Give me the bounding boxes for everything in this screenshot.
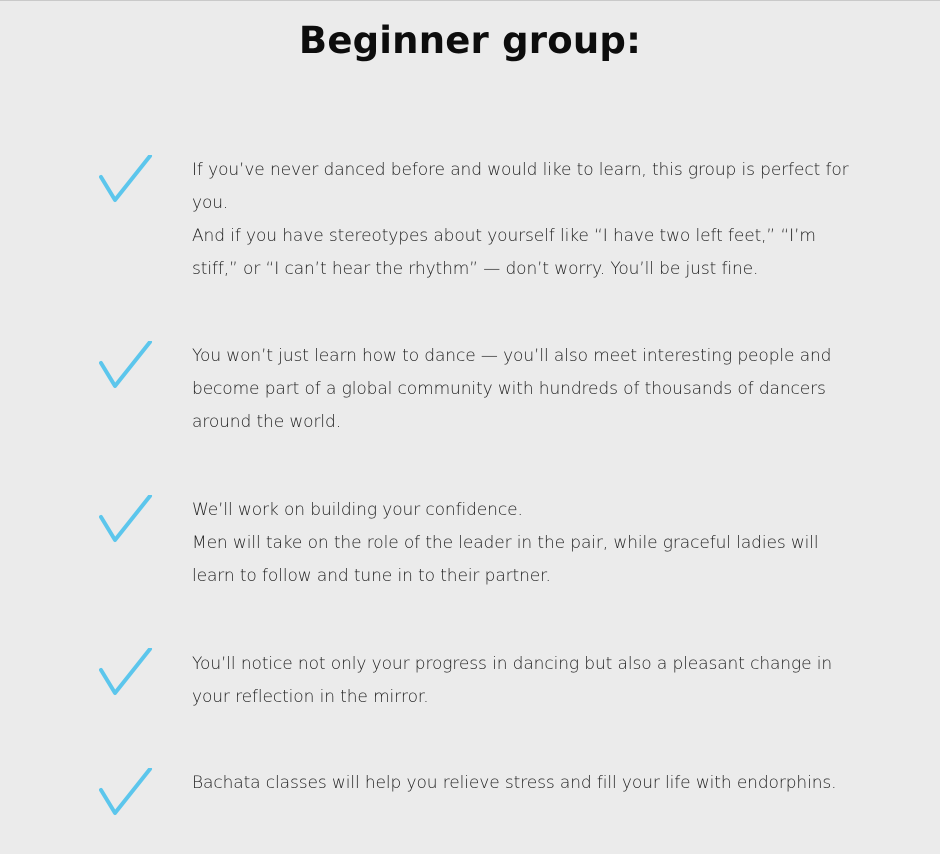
checkmark-icon xyxy=(99,495,153,545)
benefit-text xyxy=(192,340,862,439)
benefit-paragraph: And if you have stereotypes about yourself like “I have two left feet,” “I’m stiff,” or “I can’t hear the rhythm” — don’t worry. You’ll be just fine. xyxy=(192,226,816,279)
benefit-text xyxy=(192,154,862,286)
benefit-paragraph: We’ll work on building your confidence. xyxy=(192,500,523,520)
benefit-paragraph: If you’ve never danced before and would like to learn, this group is perfect for you. xyxy=(192,160,849,213)
checkmark-icon xyxy=(99,155,153,205)
benefit-text xyxy=(192,494,862,593)
checkmark-icon xyxy=(99,768,153,818)
benefit-paragraph: Men will take on the role of the leader in the pair, while graceful ladies will learn to follow and tune in to their partner. xyxy=(192,533,819,586)
top-divider xyxy=(0,0,940,1)
benefit-paragraph: Bachata classes will help you relieve stress and fill your life with endorphins. xyxy=(192,773,837,793)
benefit-paragraph: You won’t just learn how to dance — you’ll also meet interesting people and become part of a global community with hundreds of thousands of dancers around the world. xyxy=(192,346,832,432)
checkmark-icon xyxy=(99,648,153,698)
page-title: Beginner group: xyxy=(298,19,642,62)
benefit-paragraph: You’ll notice not only your progress in dancing but also a pleasant change in your reflection in the mirror. xyxy=(192,654,833,707)
checkmark-icon xyxy=(99,341,153,391)
benefit-text xyxy=(192,648,862,714)
benefit-text xyxy=(192,767,862,800)
